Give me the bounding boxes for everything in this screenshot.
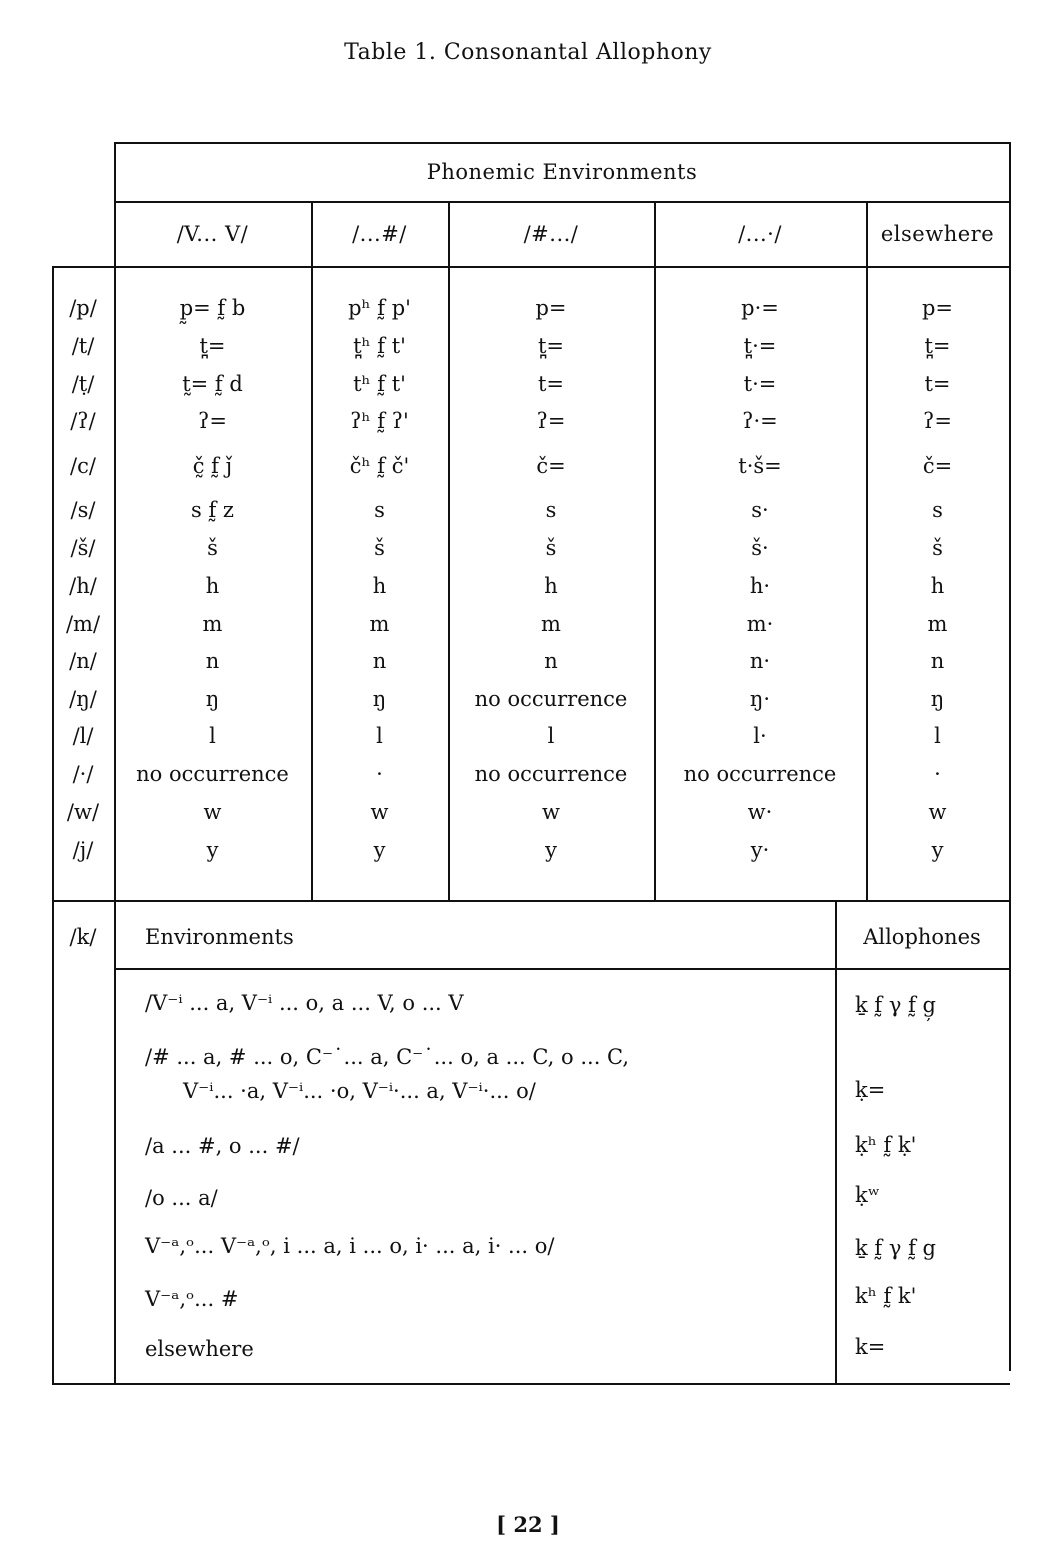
allophone-cell: y [545,838,557,862]
allophone-cell: ŋ [930,687,945,711]
k-environment-text: V⁻ᵃ,ᵒ... # [145,1287,239,1311]
allophone-cell: h [544,574,558,598]
allophone-cell: y [206,838,219,862]
allophone-cell: no occurrence [136,762,289,786]
phoneme-label: /w/ [66,800,100,824]
k-allophone-text: ḵ f̰ γ f̰ g [855,1236,936,1260]
allophone-cell: l [209,724,216,748]
allophone-cell: m [202,612,223,636]
k-environment-text: V⁻ⁱ... ·a, V⁻ⁱ... ·o, V⁻ⁱ·... a, V⁻ⁱ·... o/ [183,1079,536,1103]
allophone-cell: ŋ [372,687,387,711]
allophone-cell: č= [922,454,953,478]
allophone-cell: ʔ= [198,409,227,433]
k-environment-text: /o ... a/ [145,1186,218,1210]
allophone-cell: · [376,762,383,786]
allophone-cell: š [207,536,218,560]
allophone-cell: t̪= [924,334,951,358]
allophone-cell: ŋ· [749,687,771,711]
allophone-cell: š [932,536,943,560]
allophone-cell: y· [750,838,770,862]
allophone-cell: p= [921,296,954,320]
allophone-cell: t̰= f̰ d [182,372,243,396]
allophone-cell: h [205,574,220,598]
allophone-cell: l [376,724,383,748]
k-allophone-text: kʰ f̰ k' [855,1284,917,1308]
allophone-cell: n [930,649,945,673]
allophone-cell: s· [751,498,769,522]
allophone-cell: h [930,574,945,598]
env-header-5: elsewhere [880,221,995,246]
phoneme-label: /m/ [65,612,101,636]
allophone-cell: y [373,838,386,862]
allophone-cell: n [372,649,387,673]
allophone-cell: l· [753,724,767,748]
table-bottom-border [52,1383,1010,1385]
allophone-cell: tʰ f̰ t' [353,372,406,396]
allophone-cell: čʰ f̰ č' [349,454,410,478]
allophone-cell: p̰= f̰ b [179,296,246,320]
allophone-cell: ʔ·= [742,409,778,433]
allophone-cell: t= [924,372,951,396]
allophone-cell: · [934,762,941,786]
phoneme-label: /p/ [69,296,97,320]
allophone-cell: n [544,649,558,673]
allophone-cell: w [928,800,947,824]
allophone-cell: t̪·= [743,334,777,358]
allophone-cell: č̰ f̰ ǰ [192,454,233,478]
allophone-cell: m [541,612,561,636]
k-environment-text: /V⁻ⁱ ... a, V⁻ⁱ ... o, a ... V, o ... V [145,991,464,1015]
allophone-cell: s [374,498,385,522]
k-environment-text: /# ... a, # ... o, C⁻˙... a, C⁻˙... o, a ... C, o ... C, [145,1045,630,1069]
k-allophone-text: ḳ= [855,1078,886,1102]
phoneme-label: /t/ [71,334,95,358]
allophone-cell: n· [749,649,771,673]
allophone-cell: t̪= [199,334,226,358]
allophone-cell: w [203,800,222,824]
allophone-cell: t·š= [738,454,782,478]
allophone-cell: t̪= [537,334,565,358]
phoneme-label: /ʔ/ [70,409,96,433]
k-environment-text: elsewhere [145,1337,254,1361]
allophone-cell: p= [535,296,567,320]
allophone-cell: s [932,498,943,522]
allophone-cell: ʔʰ f̰ ʔ' [350,409,409,433]
allophone-cell: h· [749,574,771,598]
env-header-4: /...·/ [738,221,782,246]
env-header-2: /...#/ [352,221,407,246]
phoneme-label: /š/ [70,536,96,560]
k-allophone-text: ḵ f̰ γ f̰ g̦ [855,993,936,1017]
allophone-cell: y [931,838,944,862]
allophone-cell: pʰ f̰ p' [348,296,411,320]
allophone-cell: s [545,498,557,522]
allophone-cell: no occurrence [474,687,628,711]
allophone-cell: s f̰ z [191,498,234,522]
allophone-cell: w [370,800,389,824]
k-header-divider [114,968,1010,970]
k-environment-text: /a ... #, o ... #/ [145,1134,300,1158]
phoneme-label: /n/ [69,649,97,673]
allophone-cell: ʔ= [536,409,566,433]
k-allophone-text: ḳʰ f̰ ḳ' [855,1133,917,1157]
k-environment-text: V⁻ᵃ,ᵒ... V⁻ᵃ,ᵒ, i ... a, i ... o, i· ... a, i· ... o/ [145,1234,555,1258]
allophone-cell: m [927,612,948,636]
allophone-cell: ŋ [205,687,220,711]
page-number: [ 22 ] [496,1512,560,1537]
allophone-cell: p·= [741,296,779,320]
allophone-cell: no occurrence [683,762,837,786]
allophone-cell: t̪ʰ f̰ t' [353,334,406,358]
k-allophone-text: ḳʷ [855,1183,881,1207]
phoneme-label: /h/ [69,574,97,598]
right-border [1009,142,1011,1371]
allophone-cell: w· [747,800,773,824]
allophone-cell: l [547,724,555,748]
allophone-cell: no occurrence [474,762,628,786]
allophone-cell: ʔ= [923,409,952,433]
env-header-3: /#.../ [523,221,579,246]
allophone-cell: š [545,536,557,560]
page-title: Table 1. Consonantal Allophony [344,40,712,65]
env-header-1: /V... V/ [176,221,249,246]
k-allophones-header: Allophones [863,925,981,949]
allophone-cell: š [374,536,385,560]
k-phoneme-label: /k/ [69,925,97,949]
allophone-cell: t= [537,372,565,396]
allophone-cell: č= [536,454,566,478]
allophone-cell: m· [746,612,774,636]
allophone-cell: l [934,724,941,748]
allophone-cell: h [372,574,387,598]
phoneme-label: /ŋ/ [69,687,97,711]
phonemic-environments-header: Phonemic Environments [426,159,698,184]
phoneme-label: /s/ [70,498,96,522]
allophone-cell: n [205,649,220,673]
phoneme-label: /ṭ/ [71,372,95,396]
k-allophone-text: k= [855,1335,886,1359]
k-allophones-divider [835,900,837,1383]
allophone-cell: t·= [743,372,777,396]
k-environments-header: Environments [145,925,294,949]
phoneme-label: /j/ [72,838,94,862]
phoneme-label: /l/ [72,724,94,748]
allophone-cell: w [542,800,560,824]
allophone-cell: š· [751,536,769,560]
phoneme-label: /·/ [72,762,94,786]
k-section-top-border [52,900,1010,902]
allophone-cell: m [369,612,390,636]
phoneme-label: /c/ [70,454,96,478]
